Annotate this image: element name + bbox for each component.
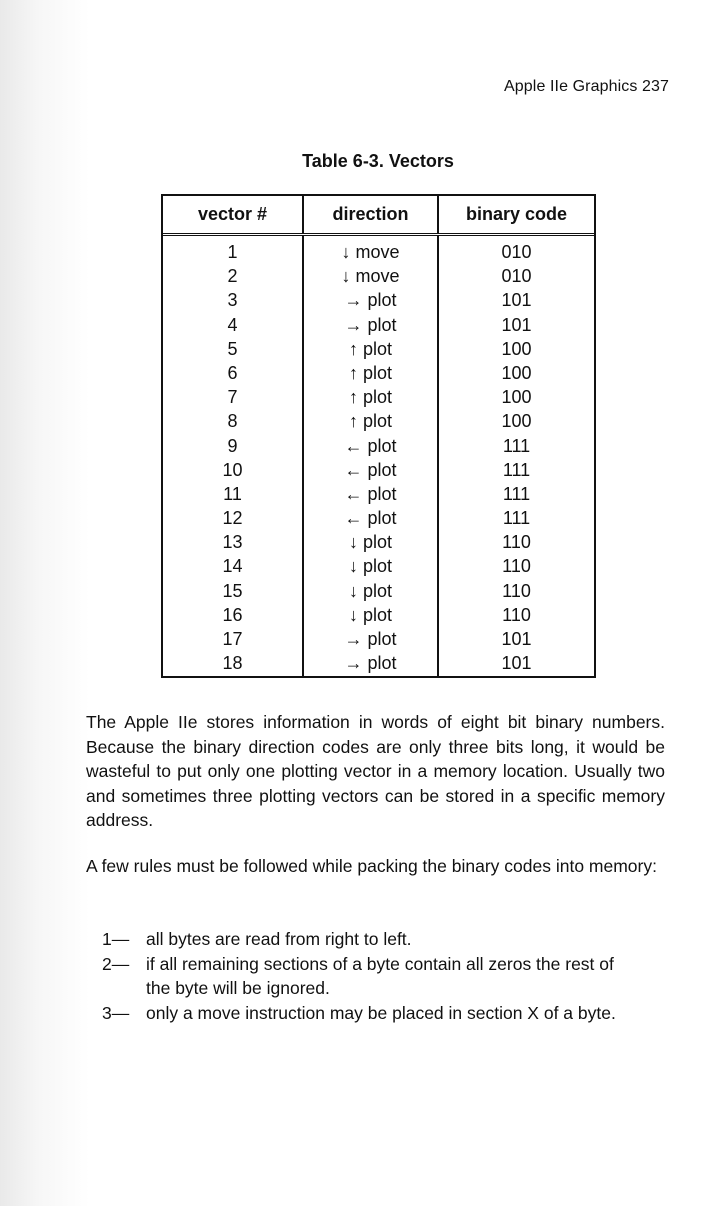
rule-text: only a move instruction may be placed in section X of a byte. bbox=[146, 1002, 616, 1023]
table-cell-vector: 13 bbox=[222, 532, 243, 553]
header-direction: direction bbox=[304, 196, 439, 233]
table-cell-code: 101 bbox=[501, 653, 532, 674]
table-cell-vector: 3 bbox=[227, 290, 238, 311]
table-cell-code: 111 bbox=[502, 459, 531, 480]
table-cell-code: 101 bbox=[501, 629, 532, 649]
header-vector-number: vector # bbox=[163, 196, 304, 233]
table-cell-vector: 4 bbox=[227, 314, 238, 335]
table-cell-direction: ↓ plot bbox=[348, 604, 393, 625]
table-cell-direction: ↓ move bbox=[341, 242, 400, 262]
table-cell-vector: 1 bbox=[227, 242, 238, 262]
table-cell-direction: ↑ plot bbox=[348, 387, 393, 408]
table-cell-code: 111 bbox=[502, 435, 531, 456]
table-cell-vector: 10 bbox=[222, 459, 243, 480]
table-cell-vector: 15 bbox=[222, 580, 243, 601]
rule-number: 3— bbox=[102, 1002, 130, 1023]
table-cell-code: 101 bbox=[501, 314, 532, 335]
rule-number: 1— bbox=[102, 929, 130, 949]
table-cell-code: 100 bbox=[501, 338, 532, 359]
table-cell-vector: 8 bbox=[227, 411, 238, 432]
table-cell-code: 010 bbox=[501, 242, 532, 262]
table-cell-direction: ↑ plot bbox=[348, 362, 393, 383]
table-cell-code: 111 bbox=[502, 508, 531, 529]
table-cell-code: 010 bbox=[501, 266, 532, 287]
table-title: Table 6-3. Vectors bbox=[302, 151, 454, 171]
table-cell-code: 110 bbox=[502, 580, 531, 601]
column-vector-number bbox=[163, 236, 304, 676]
table-cell-vector: 11 bbox=[223, 483, 242, 504]
header-binary-code: binary code bbox=[465, 204, 568, 224]
list-item bbox=[102, 952, 622, 1001]
column-direction bbox=[304, 236, 439, 676]
table-cell-vector: 17 bbox=[222, 629, 243, 649]
table-cell-direction: ↓ plot bbox=[348, 556, 393, 577]
body-paragraph-storage: The Apple IIe stores information in words of eight bit binary numbers. Because the binary direction codes are only three bits long, it would be wasteful to put only one plotting vector in a memory location. Usually two and sometimes three plotting vectors can be stored in a specific memory address. bbox=[86, 712, 665, 830]
table-cell-direction: → plot bbox=[344, 314, 397, 335]
body-paragraph-rules-intro: A few rules must be followed while packing the binary codes into memory: bbox=[86, 856, 657, 876]
table-cell-code: 111 bbox=[502, 483, 531, 504]
table-cell-vector: 2 bbox=[227, 266, 238, 287]
table-cell-direction: ← plot bbox=[344, 483, 397, 504]
table-cell-vector: 18 bbox=[222, 653, 243, 674]
table-cell-direction: ↑ plot bbox=[348, 338, 393, 359]
table-cell-direction: → plot bbox=[344, 629, 397, 649]
table-cell-direction: ↓ plot bbox=[348, 532, 393, 553]
table-cell-code: 100 bbox=[501, 387, 532, 408]
packing-rules-list bbox=[102, 927, 622, 1025]
rule-text: if all remaining sections of a byte contain all zeros the rest of the byte will be ignored. bbox=[146, 953, 614, 998]
rule-text: all bytes are read from right to left. bbox=[146, 929, 412, 949]
table-cell-code: 101 bbox=[501, 290, 532, 311]
rule-number: 2— bbox=[102, 953, 130, 974]
vectors-table bbox=[161, 194, 596, 678]
table-cell-code: 100 bbox=[501, 411, 532, 432]
table-body bbox=[163, 236, 594, 676]
table-cell-code: 110 bbox=[502, 532, 531, 553]
list-item bbox=[102, 927, 622, 952]
table-cell-vector: 6 bbox=[227, 362, 238, 383]
table-cell-vector: 14 bbox=[222, 556, 243, 577]
page-header: Apple IIe Graphics 237 bbox=[504, 78, 669, 95]
table-header-row bbox=[163, 196, 594, 236]
table-cell-vector: 7 bbox=[227, 387, 238, 408]
table-cell-direction: ← plot bbox=[344, 508, 397, 529]
table-cell-code: 110 bbox=[502, 556, 531, 577]
column-binary-code bbox=[439, 236, 594, 676]
list-item bbox=[102, 1001, 622, 1026]
table-cell-vector: 9 bbox=[227, 435, 238, 456]
table-cell-direction: ↑ plot bbox=[348, 411, 393, 432]
table-cell-code: 100 bbox=[501, 362, 532, 383]
table-cell-direction: ← plot bbox=[344, 435, 397, 456]
table-cell-direction: → plot bbox=[344, 653, 397, 674]
table-cell-vector: 16 bbox=[222, 604, 243, 625]
table-cell-vector: 12 bbox=[222, 508, 243, 529]
table-cell-direction: ↓ move bbox=[341, 266, 400, 287]
table-cell-direction: ← plot bbox=[344, 459, 397, 480]
table-cell-direction: ↓ plot bbox=[348, 580, 393, 601]
table-cell-direction: → plot bbox=[344, 290, 397, 311]
table-cell-vector: 5 bbox=[227, 338, 238, 359]
table-cell-code: 110 bbox=[502, 604, 531, 625]
